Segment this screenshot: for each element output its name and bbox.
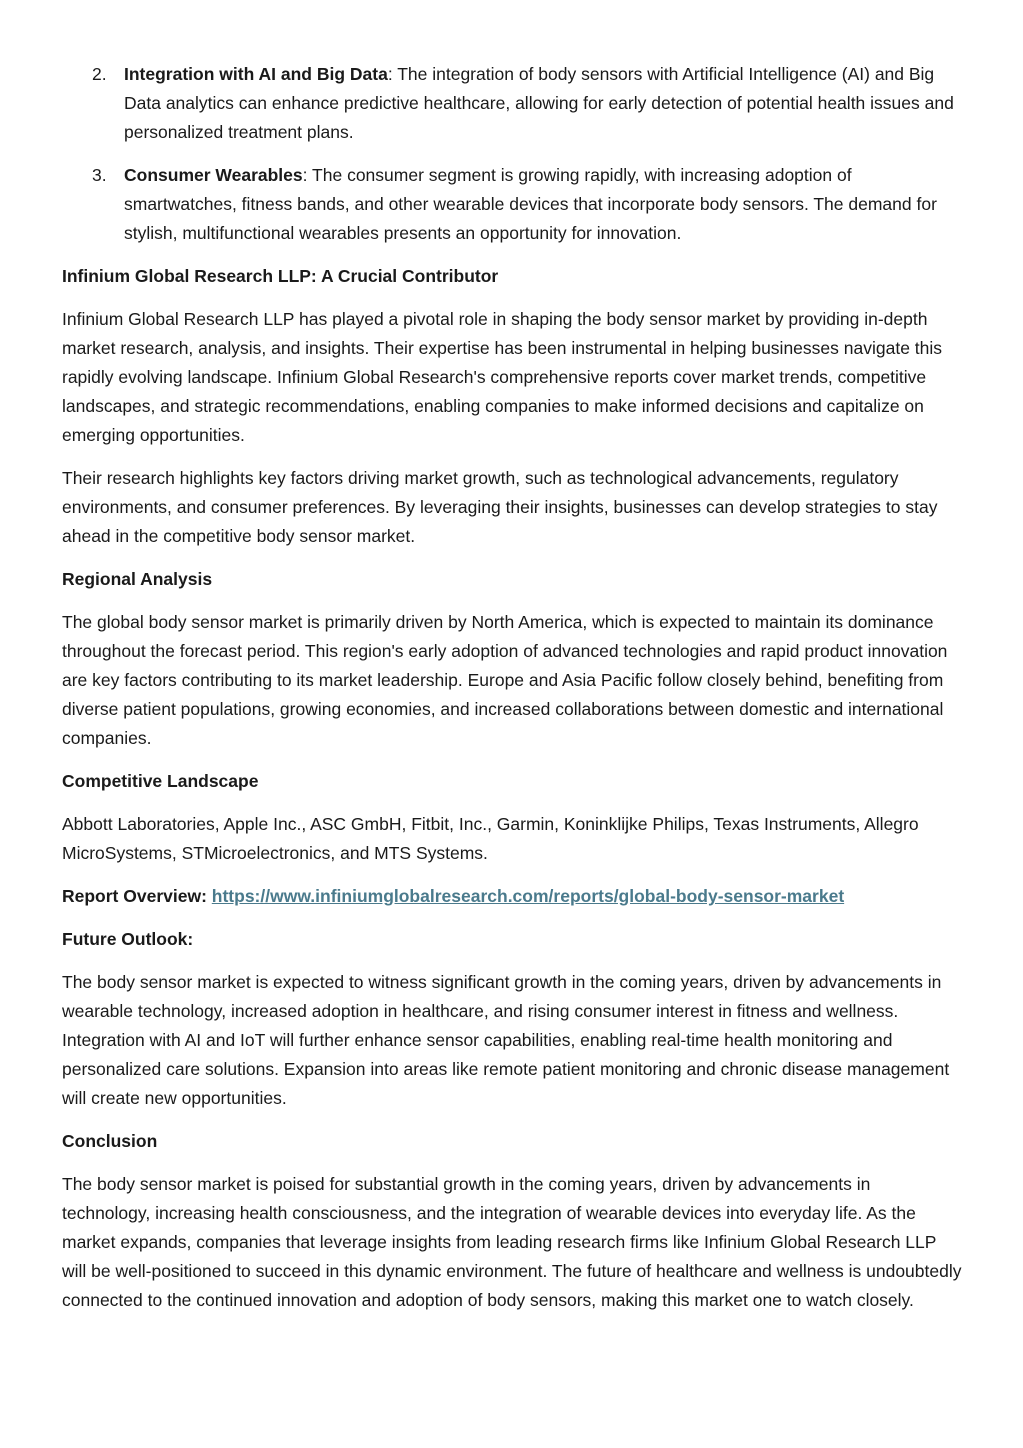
conclusion-paragraph: The body sensor market is poised for substantial growth in the coming years, driven by advancements in technology, increasing health consciousness, and the integration of wearable devices into everyday life. As the market expands, companies that leverage insights from leading research firms like Infinium Global Research LLP will be well-positioned to succeed in this dynamic environment. The future of healthcare and wellness is undoubtedly connected to the continued innovation and adoption of body sensors, making this market one to watch closely.: [62, 1174, 962, 1310]
list-item-number: 3.: [92, 165, 107, 185]
list-item-title: Integration with AI and Big Data: [124, 64, 388, 84]
future-paragraph: The body sensor market is expected to witness significant growth in the coming years, driven by advancements in wearable technology, increased adoption in healthcare, and rising consumer interest in fitness and wellness. Integration with AI and IoT will further enhance sensor capabilities, enabling real-time health monitoring and personalized care solutions. Expansion into areas like remote patient monitoring and chronic disease management will create new opportunities.: [62, 972, 950, 1108]
report-overview: [62, 882, 962, 911]
infinium-paragraph-1: Infinium Global Research LLP has played a pivotal role in shaping the body sensor market by providing in-depth market research, analysis, and insights. Their expertise has been instrumental in helping businesses navigate this rapidly evolving landscape. Infinium Global Research's comprehensive reports cover market trends, competitive landscapes, and strategic recommendations, enabling companies to make informed decisions and capitalize on emerging opportunities.: [62, 309, 943, 445]
list-item: [62, 60, 962, 147]
report-overview-label: Report Overview:: [62, 886, 207, 906]
future-heading: Future Outlook:: [62, 929, 194, 949]
list-item-text: : The consumer segment is growing rapidly, with increasing adoption of smartwatches, fitness bands, and other wearable devices that incorporate body sensors. The demand for stylish, multifunctional wearables presents an opportunity for innovation.: [124, 165, 937, 243]
infinium-paragraph-2: Their research highlights key factors driving market growth, such as technological advancements, regulatory environments, and consumer preferences. By leveraging their insights, businesses can develop strategies to stay ahead in the competitive body sensor market.: [62, 468, 938, 546]
conclusion-heading: Conclusion: [62, 1131, 158, 1151]
report-overview-link[interactable]: https://www.infiniumglobalresearch.com/reports/global-body-sensor-market: [211, 886, 845, 906]
regional-heading: Regional Analysis: [62, 569, 213, 589]
competitive-heading: Competitive Landscape: [62, 771, 259, 791]
infinium-heading: Infinium Global Research LLP: A Crucial Contributor: [62, 266, 499, 286]
regional-paragraph: The global body sensor market is primarily driven by North America, which is expected to maintain its dominance throughout the forecast period. This region's early adoption of advanced technologies and rapid product innovation are key factors contributing to its market leadership. Europe and Asia Pacific follow closely behind, benefiting from diverse patient populations, growing economies, and increased collaborations between domestic and international companies.: [62, 612, 948, 748]
competitive-paragraph: Abbott Laboratories, Apple Inc., ASC GmbH, Fitbit, Inc., Garmin, Koninklijke Philips, Texas Instruments, Allegro MicroSystems, STMicroelectronics, and MTS Systems.: [62, 814, 919, 863]
list-item-text: : The integration of body sensors with Artificial Intelligence (AI) and Big Data analytics can enhance predictive healthcare, allowing for early detection of potential health issues and personalized treatment plans.: [124, 64, 954, 142]
opportunities-list: [62, 60, 962, 248]
list-item-number: 2.: [92, 64, 107, 84]
document-page: [62, 60, 962, 1329]
list-item: [62, 161, 962, 248]
list-item-title: Consumer Wearables: [124, 165, 303, 185]
